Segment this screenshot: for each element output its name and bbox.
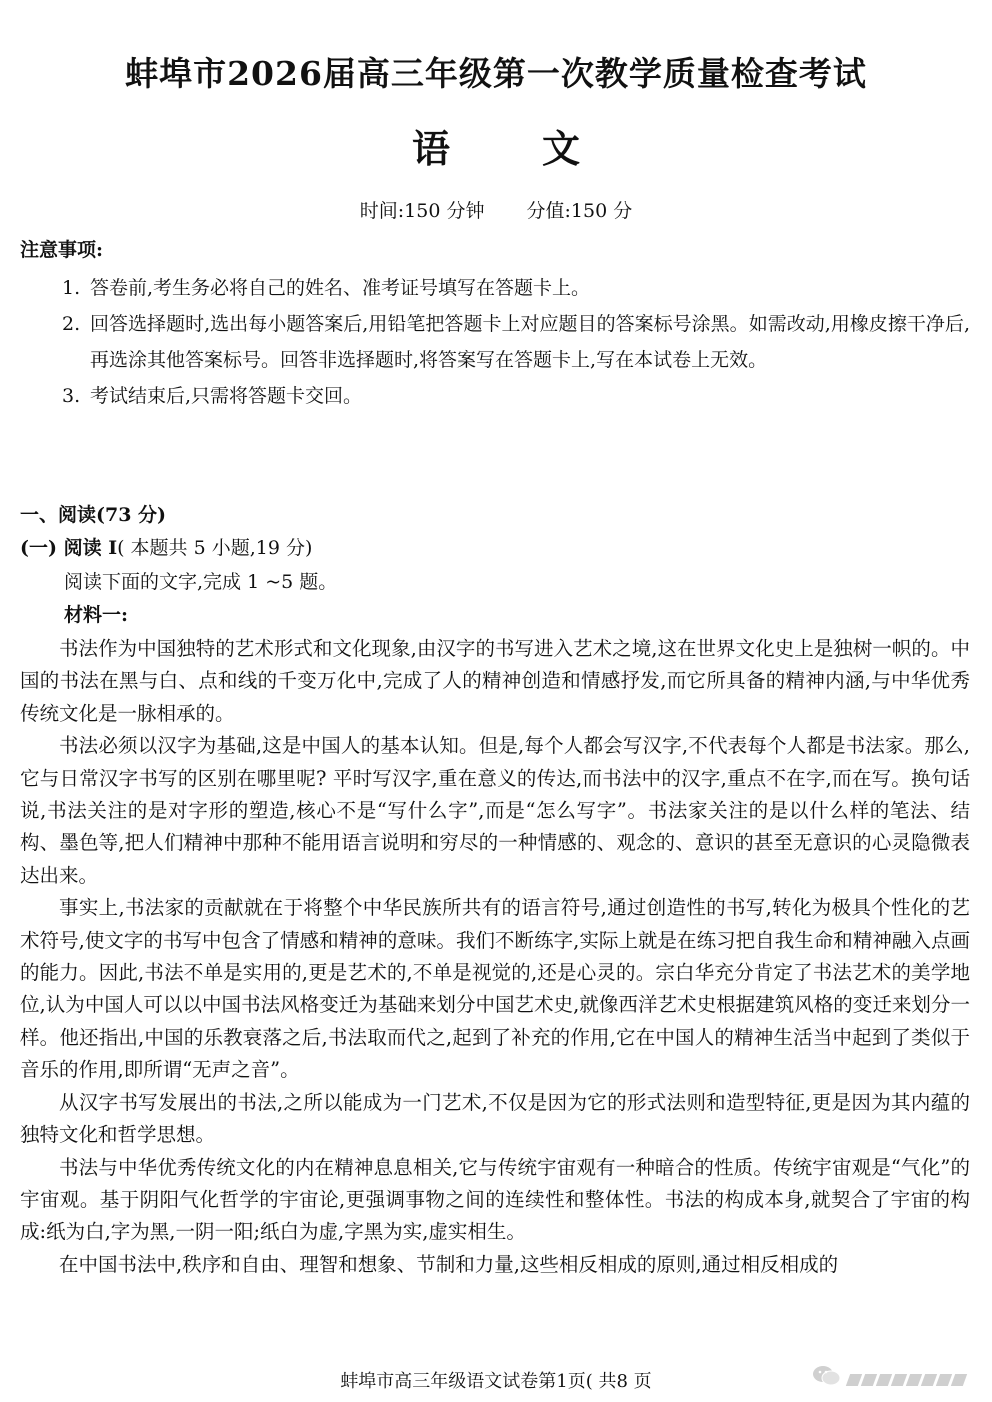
passage-paragraph: 在中国书法中,秩序和自由、理智和想象、节制和力量,这些相反相成的原则,通过相反相成的 [59,1252,839,1276]
notice-list [62,270,970,414]
passage-paragraph: 从汉字书写发展出的书法,之所以能成为一门艺术,不仅是因为它的形式法则和造型特征,更是因为其内蕴的独特文化和哲学思想。 [20,1090,970,1147]
notice-item [62,270,970,306]
notice-item-number: 1. [62,277,81,299]
notice-heading: 注意事项: [20,239,104,261]
wechat-logo-icon [812,1364,842,1388]
notice-item-text: 考试结束后,只需将答题卡交回。 [90,385,363,407]
passage-paragraph: 事实上,书法家的贡献就在于将整个中华民族所共有的语言符号,通过创造性的书写,转化为极具个性化的艺术符号,使文字的书写中包含了情感和精神的意味。我们不断练字,实际上就是在练习把自我生命和精神融入点画的能力。因此,书法不单是实用的,更是艺术的,不单是视觉的,还是心灵的。宗白华充分肯定了书法艺术的美学地位,认为中国人可以以中国书法风格变迁为基础来划分中国艺术史,就像西洋艺术史根据建筑风格的变迁来划分一样。他还指出,中国的乐教衰落之后,书法取而代之,起到了补充的作用,它在中国人的精神生活当中起到了类似于音乐的作用,即所谓“无声之音”。 [20,896,970,1082]
notice-item-text: 回答选择题时,选出每小题答案后,用铅笔把答题卡上对应题目的答案标号涂黑。如需改动,用橡皮擦干净后,再选涂其他答案标号。回答非选择题时,将答案写在答题卡上,写在本试卷上无效。 [90,313,970,371]
exam-time: 时间:150 分钟 [359,200,485,222]
section-heading: 一、阅读(73 分) [20,504,167,526]
subsection-heading [20,533,312,563]
subsection-detail: ( 本题共 5 小题,19 分) [117,537,313,559]
exam-score: 分值:150 分 [526,200,633,222]
page-footer: 蚌埠市高三年级语文试卷第1页( 共8 页 [340,1371,652,1392]
notice-item-number: 2. [62,313,81,335]
subsection-label: (一) 阅读 I [20,537,118,559]
subject-title [0,124,992,174]
passage-paragraph: 书法与中华优秀传统文化的内在精神息息相关,它与传统宇宙观有一种暗合的性质。传统宇宙观是“气化”的宇宙观。基于阴阳气化哲学的宇宙论,更强调事物之间的连续性和整体性。书法的构成本身,就契合了宇宙的构成:纸为白,字为黑,一阴一阳;纸白为虚,字黑为实,虚实相生。 [20,1155,970,1244]
watermark-text-blur [848,1371,968,1390]
material-label: 材料一: [64,604,129,626]
notice-item-text: 答卷前,考生务必将自己的姓名、准考证号填写在答题卡上。 [90,277,591,299]
reading-instruction: 阅读下面的文字,完成 1 ~5 题。 [64,571,338,593]
subject-char-1: 语 [411,126,450,171]
passage-body [20,633,970,1281]
exam-meta [0,196,992,226]
passage-paragraph: 书法必须以汉字为基础,这是中国人的基本认知。但是,每个人都会写汉字,不代表每个人都是书法家。那么,它与日常汉字书写的区别在哪里呢? 平时写汉字,重在意义的传达,而书法中的汉字,重点不在字,而在写。换句话说,书法关注的是对字形的塑造,核心不是“写什么字”,而是“怎么写字”。书法家关注的是以什么样的笔法、结构、墨色等,把人们精神中那种不能用语言说明和穷尽的一种情感的、观念的、意识的甚至无意识的心灵隐微表达出来。 [20,734,970,887]
notice-item-number: 3. [62,385,81,407]
notice-item [62,378,970,414]
notice-item [62,306,970,378]
passage-paragraph: 书法作为中国独特的艺术形式和文化现象,由汉字的书写进入艺术之境,这在世界文化史上是独树一帜的。中国的书法在黑与白、点和线的千变万化中,完成了人的精神创造和情感抒发,而它所具备的精神内涵,与中华优秀传统文化是一脉相承的。 [20,637,970,725]
exam-title: 蚌埠市2026届高三年级第一次教学质量检查考试 [125,54,867,93]
subject-char-2: 文 [542,126,581,171]
